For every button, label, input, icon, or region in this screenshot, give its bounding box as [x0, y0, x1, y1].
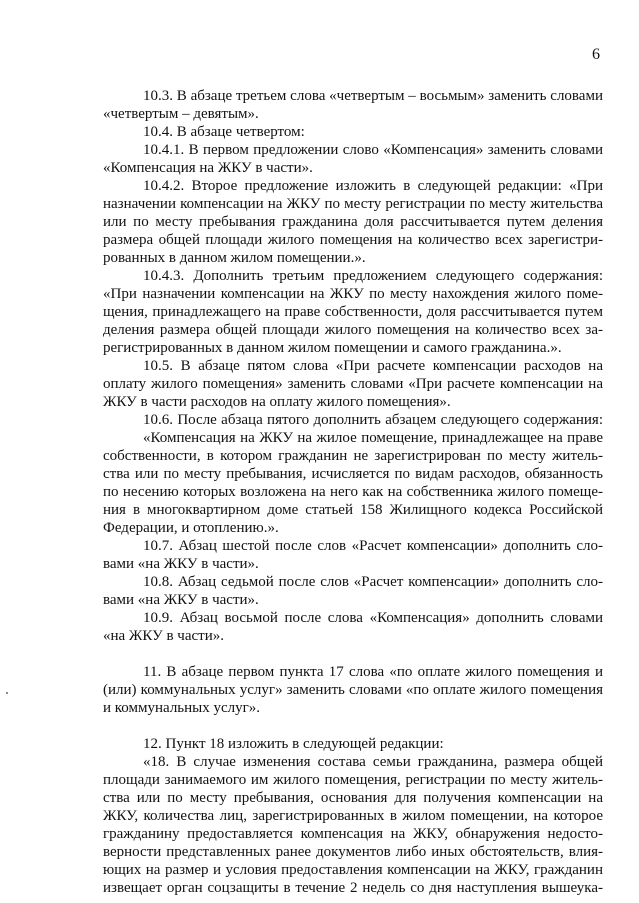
text-line: ЖКУ, количества лиц, зарегистрированных в жилом помещении, на которое — [103, 808, 603, 824]
text-line: ства или по месту пребывания, исчисляется по видам расходов, обязанность — [103, 466, 603, 482]
text-line: верности представленных ранее документов либо иных обстоятельств, влия- — [103, 844, 603, 860]
text-line: гражданину предоставляется компенсация на ЖКУ, обнаружения недосто- — [103, 826, 603, 842]
text-line: «Компенсация на ЖКУ на жилое помещение, принадлежащее на праве — [143, 430, 603, 446]
text-line: «четвертым – девятым». — [103, 106, 259, 122]
text-line: (или) коммунальных услуг» заменить словами «по оплате жилого помещения — [103, 682, 603, 698]
text-line: 10.5. В абзаце пятом слова «При расчете компенсации расходов на — [143, 358, 603, 374]
text-line: ющих на размер и условия предоставления компенсации на ЖКУ, гражданин — [103, 862, 603, 878]
text-line: 10.3. В абзаце третьем слова «четвертым – восьмым» заменить словами — [143, 88, 603, 104]
text-line: деления размера общей площади жилого помещения на количество всех за- — [103, 322, 603, 338]
text-line: и коммунальных услуг». — [103, 700, 261, 716]
text-line: ния в многоквартирном доме статьей 158 Жилищного кодекса Российской — [103, 502, 603, 518]
text-line: 12. Пункт 18 изложить в следующей редакции: — [143, 736, 444, 752]
page-number: 6 — [592, 46, 600, 63]
text-line: 10.9. Абзац восьмой после слова «Компенсация» дополнить словами — [143, 610, 603, 626]
text-line: ства или по месту пребывания, основания для получения компенсации на — [103, 790, 603, 806]
text-line: «При назначении компенсации на ЖКУ по месту нахождения жилого поме- — [103, 286, 603, 302]
text-line: назначении компенсации на ЖКУ по месту регистрации по месту жительства — [103, 196, 603, 212]
text-line: извещает орган соцзащиты в течение 2 недель со дня наступления вышеука- — [103, 880, 603, 896]
text-line: 10.4. В абзаце четвертом: — [143, 124, 305, 140]
text-line: 10.4.2. Второе предложение изложить в следующей редакции: «При — [143, 178, 603, 194]
text-line: «Компенсация на ЖКУ в части». — [103, 160, 313, 176]
text-line: 11. В абзаце первом пункта 17 слова «по оплате жилого помещения и — [143, 664, 603, 680]
text-line: площади занимаемого им жилого помещения, регистрации по месту житель- — [103, 772, 603, 788]
text-line: «на ЖКУ в части». — [103, 628, 224, 644]
text-line: щения, принадлежащего на праве собственности, доля рассчитывается путем — [103, 304, 603, 320]
text-line: регистрированных в данном жилом помещении и самого гражданина.». — [103, 340, 562, 356]
text-line: оплату жилого помещения» заменить словами «При расчете компенсации на — [103, 376, 603, 392]
text-line: Федерации, и отоплению.». — [103, 520, 279, 536]
text-line: 10.6. После абзаца пятого дополнить абзацем следующего содержания: — [143, 412, 603, 428]
text-line: 10.8. Абзац седьмой после слов «Расчет компенсации» дополнить сло- — [143, 574, 603, 590]
text-line: рованных в данном жилом помещении.». — [103, 250, 366, 266]
text-line: ЖКУ в части расходов на оплату жилого помещения». — [103, 394, 451, 410]
text-line: размера общей площади жилого помещения на количество всех зарегистри- — [103, 232, 603, 248]
text-line: 10.4.1. В первом предложении слово «Компенсация» заменить словами — [143, 142, 603, 158]
text-line: вами «на ЖКУ в части». — [103, 592, 259, 608]
text-line: вами «на ЖКУ в части». — [103, 556, 259, 572]
text-line: собственности, в котором гражданин не зарегистрирован по месту житель- — [103, 448, 603, 464]
scan-speck — [6, 692, 8, 694]
text-line: 10.4.3. Дополнить третьим предложением следующего содержания: — [143, 268, 603, 284]
text-line: по несению которых возложена на него как на собственника жилого помеще- — [103, 484, 603, 500]
text-line: или по месту пребывания гражданина доля рассчитывается путем деления — [103, 214, 603, 230]
text-line: 10.7. Абзац шестой после слов «Расчет компенсации» дополнить сло- — [143, 538, 603, 554]
text-line: «18. В случае изменения состава семьи гражданина, размера общей — [143, 754, 603, 770]
